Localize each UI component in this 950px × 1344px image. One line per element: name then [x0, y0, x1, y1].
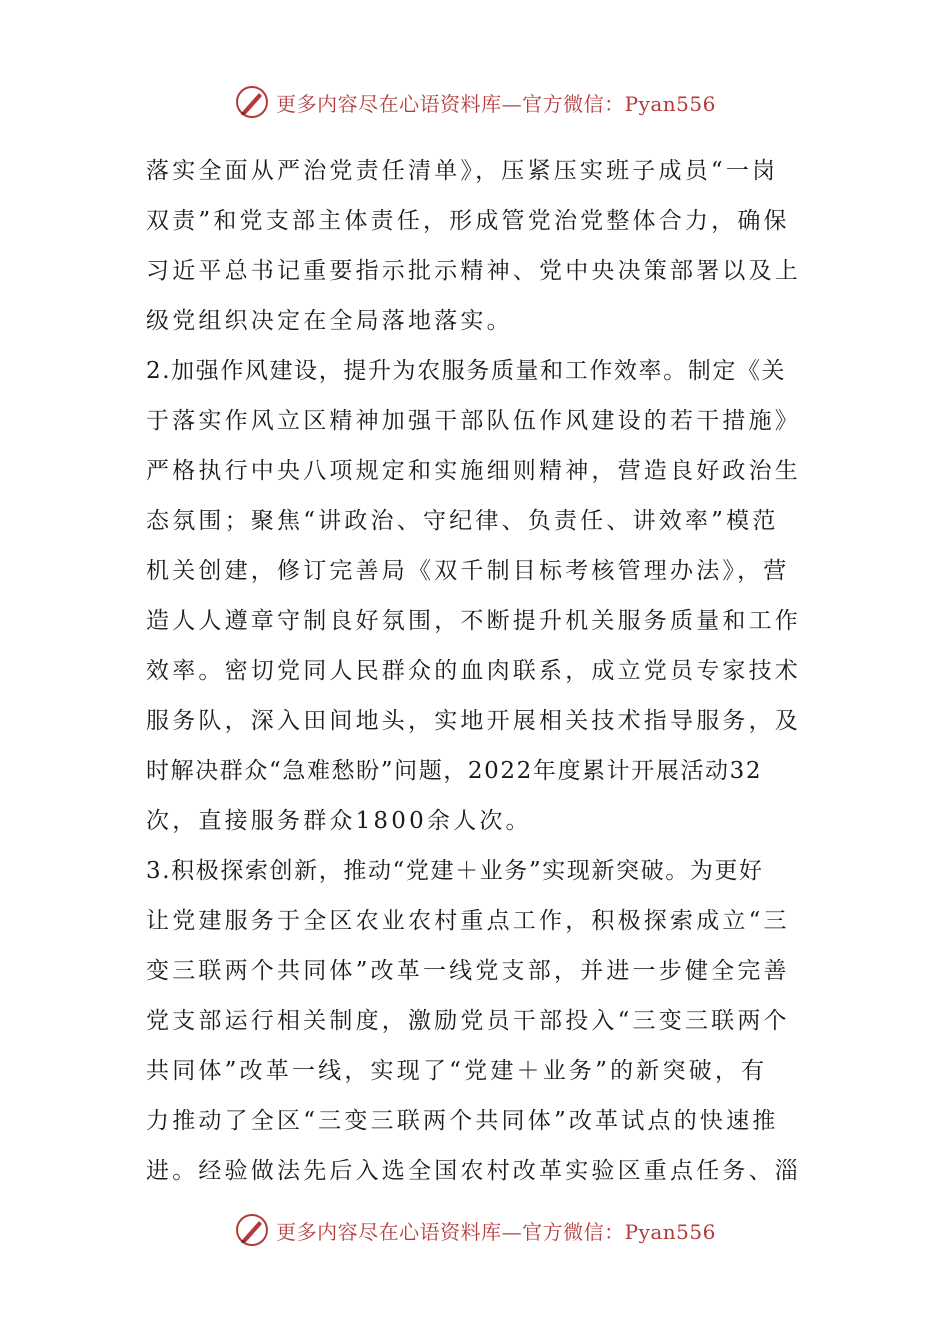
body-line: 造人人遵章守制良好氛围，不断提升机关服务质量和工作 — [146, 608, 801, 634]
body-line: 共同体”改革一线，实现了“党建＋业务”的新突破，有 — [146, 1058, 768, 1084]
body-line: 党支部运行相关制度，激励党员干部投入“三变三联两个 — [146, 1008, 790, 1034]
body-line: 态氛围；聚焦“讲政治、守纪律、负责任、讲效率”模范 — [146, 508, 779, 534]
header-banner — [0, 82, 950, 122]
body-line: 级党组织决定在全局落地落实。 — [146, 308, 513, 334]
footer-banner — [0, 1210, 950, 1250]
body-line: 双责”和党支部主体责任，形成管党治党整体合力，确保 — [146, 208, 790, 234]
body-line: 习近平总书记重要指示批示精神、党中央决策部署以及上 — [146, 258, 801, 284]
body-line: 落实全面从严治党责任清单》，压紧压实班子成员“一岗 — [146, 158, 779, 184]
footer-banner-text: 更多内容尽在心语资料库—官方微信：Pyan556 — [276, 1219, 716, 1244]
body-line: 服务队，深入田间地头，实地开展相关技术指导服务，及 — [146, 708, 801, 734]
body-line: 严格执行中央八项规定和实施细则精神，营造良好政治生 — [146, 458, 801, 484]
body-line: 2.加强作风建设，提升为农服务质量和工作效率。制定《关 — [146, 358, 787, 384]
body-line: 力推动了全区“三变三联两个共同体”改革试点的快速推 — [146, 1108, 779, 1134]
header-banner-text: 更多内容尽在心语资料库—官方微信：Pyan556 — [276, 91, 716, 116]
body-line: 机关创建，修订完善局《双千制目标考核管理办法》，营 — [146, 558, 790, 584]
body-line: 变三联两个共同体”改革一线党支部，并进一步健全完善 — [146, 958, 790, 984]
body-line: 3.积极探索创新，推动“党建＋业务”实现新突破。为更好 — [146, 858, 764, 884]
body-line: 于落实作风立区精神加强干部队伍作风建设的若干措施》 — [146, 408, 801, 434]
body-line: 进。经验做法先后入选全国农村改革实验区重点任务、淄 — [146, 1158, 801, 1184]
body-line: 让党建服务于全区农业农村重点工作，积极探索成立“三 — [146, 908, 790, 934]
body-line: 次，直接服务群众1800余人次。 — [146, 808, 532, 834]
pen-logo-icon — [234, 1212, 270, 1248]
body-line: 时解决群众“急难愁盼”问题，2022年度累计开展活动32 — [146, 758, 763, 784]
document-body — [146, 146, 806, 1196]
body-line: 效率。密切党同人民群众的血肉联系，成立党员专家技术 — [146, 658, 801, 684]
pen-logo-icon — [234, 84, 270, 120]
